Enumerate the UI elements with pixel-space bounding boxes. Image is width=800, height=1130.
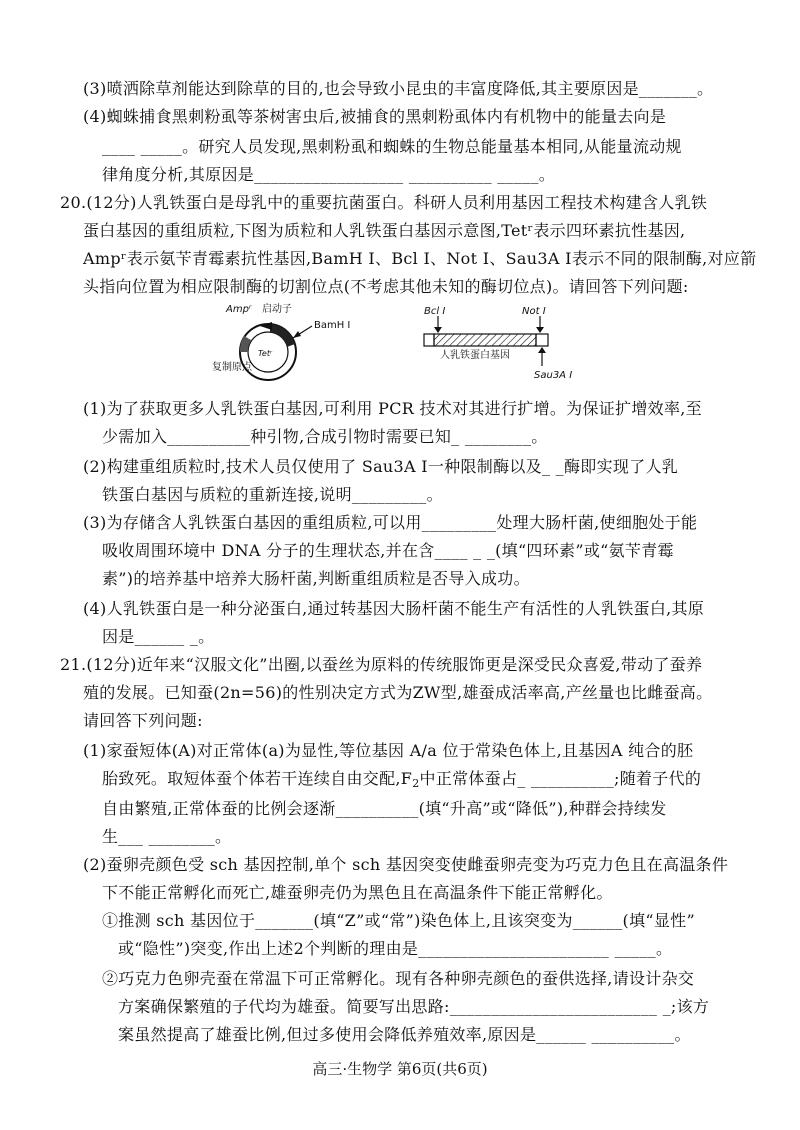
gene-label: 人乳铁蛋白基因 [440, 350, 510, 361]
question-text-line: 少需加入__________种引物,合成引物时需要已知_ ________。 [102, 427, 548, 446]
page-footer: 高三·生物学 第6页(共6页) [312, 1060, 488, 1078]
question-text-line: 素”)的培养基中培养大肠杆菌,判断重组质粒是否导入成功。 [102, 569, 530, 588]
question-text-line: Ampʳ表示氨苄青霉素抗性基因,BamH Ⅰ、Bcl Ⅰ、Not Ⅰ、Sau3A Ⅰ表示不同的限制酶,对应箭 [83, 249, 757, 268]
question-text-line: (1)家蚕短体(A)对正常体(a)为显性,等位基因 A/a 位于常染色体上,且基因A 纯合的胚 [83, 741, 694, 760]
question-text-line: 蛋白基因的重组质粒,下图为质粒和人乳铁蛋白基因示意图,Tetʳ表示四环素抗性基因, [83, 221, 686, 240]
question-text-line: (3)为存储含人乳铁蛋白基因的重组质粒,可以用_________处理大肠杆菌,使细胞处于能 [83, 513, 698, 532]
sau-arrow-head [538, 347, 546, 353]
tet-label: Tetʳ [258, 349, 273, 358]
question-text-line: 头指向位置为相应限制酶的切割位点(不考虑其他未知的酶切位点)。请回答下列问题: [83, 277, 689, 296]
not-label: Not Ⅰ [522, 306, 546, 317]
origin-label: 复制原点 [212, 362, 252, 373]
question-text-line: 案虽然提高了雄蚕比例,但过多使用会降低养殖效率,原因是______ __________。 [118, 1025, 691, 1044]
question-text-line: 20.(12分)人乳铁蛋白是母乳中的重要抗菌蛋白。科研人员利用基因工程技术构建含人乳铁 [60, 193, 708, 212]
plasmid-gene-diagram [200, 304, 600, 382]
not-arrow-head [536, 327, 544, 333]
question-text-line: ①推测 sch 基因位于_______(填“Z”或“常”)染色体上,且该突变为______(填“显性” [102, 911, 695, 930]
amp-label: Ampʳ [226, 304, 252, 315]
question-text-line: 胎致死。取短体蚕个体若干连续自由交配$,F_2$中正常体蚕占_ __________;随着子代的 [102, 769, 702, 790]
gene-bar-left [424, 334, 434, 346]
question-text-line: 律角度分析,其原因是__________________ __________ _____。 [102, 165, 556, 184]
question-text-line: 殖的发展。已知蚕(2n=56)的性别决定方式为ZW型,雄蚕成活率高,产丝量也比雌蚕高。 [83, 683, 713, 702]
question-text-line: (3)喷洒除草剂能达到除草的目的,也会导致小昆虫的丰富度降低,其主要原因是_______。 [83, 79, 714, 98]
bamh-arrow-head [293, 331, 301, 338]
question-text-line: 方案确保繁殖的子代均为雄蚕。简要写出思路:_________________________ _;该方 [118, 997, 710, 1016]
promoter-label: 启动子 [262, 304, 292, 315]
bamh-label: BamH Ⅰ [314, 320, 351, 331]
question-text-line: ②巧克力色卵壳蚕在常温下可正常孵化。现有各种卵壳颜色的蚕供选择,请设计杂交 [102, 969, 695, 988]
bcl-arrow-head [434, 327, 442, 333]
question-text-line: (1)为了获取更多人乳铁蛋白基因,可利用 PCR 技术对其进行扩增。为保证扩增效率,至 [83, 399, 702, 418]
gene-bar-right [536, 334, 548, 346]
question-text-line: 生___ ________。 [102, 827, 232, 846]
question-text-line: ____ _____。研究人员发现,黑刺粉虱和蜘蛛的生物总能量基本相同,从能量流动规 [102, 137, 682, 156]
question-text-line: (4)人乳铁蛋白是一种分泌蛋白,通过转基因大肠杆菌不能生产有活性的人乳铁蛋白,其原 [83, 599, 705, 618]
question-text-line: 或“隐性”)突变,作出上述2个判断的理由是_______________________ _____。 [118, 939, 673, 958]
question-text-line: (4)蜘蛛捕食黑刺粉虱等茶树害虫后,被捕食的黑刺粉虱体内有机物中的能量去向是 [83, 107, 667, 126]
bcl-label: Bcl Ⅰ [424, 306, 446, 317]
question-text-line: (2)构建重组质粒时,技术人员仅使用了 Sau3A Ⅰ一种限制酶以及_ _酶即实现了人乳 [83, 457, 679, 476]
sau-label: Sau3A Ⅰ [534, 370, 573, 381]
question-text-line: 自由繁殖,正常体蚕的比例会逐渐__________(填“升高”或“降低”),种群会持续发 [102, 799, 667, 818]
question-text-line: 吸收周围环境中 DNA 分子的生理状态,并在含____ _ _(填“四环素”或“氨苄青霉 [102, 541, 674, 560]
question-text-line: 下不能正常孵化而死亡,雄蚕卵壳仍为黑色且在高温条件下能正常孵化。 [102, 883, 613, 902]
gene-bar-hatched [434, 334, 536, 346]
question-text-line: (2)蚕卵壳颜色受 sch 基因控制,单个 sch 基因突变使雌蚕卵壳变为巧克力色且在高温条件 [83, 855, 729, 874]
question-text-line: 请回答下列问题: [83, 711, 203, 730]
question-text-line: 铁蛋白基因与质粒的重新连接,说明_________。 [102, 485, 443, 504]
question-text-line: 因是______ _。 [102, 627, 215, 646]
question-text-line: 21.(12分)近年来“汉服文化”出圈,以蚕丝为原料的传统服饰更是深受民众喜爱,带动了蚕养 [60, 655, 703, 674]
